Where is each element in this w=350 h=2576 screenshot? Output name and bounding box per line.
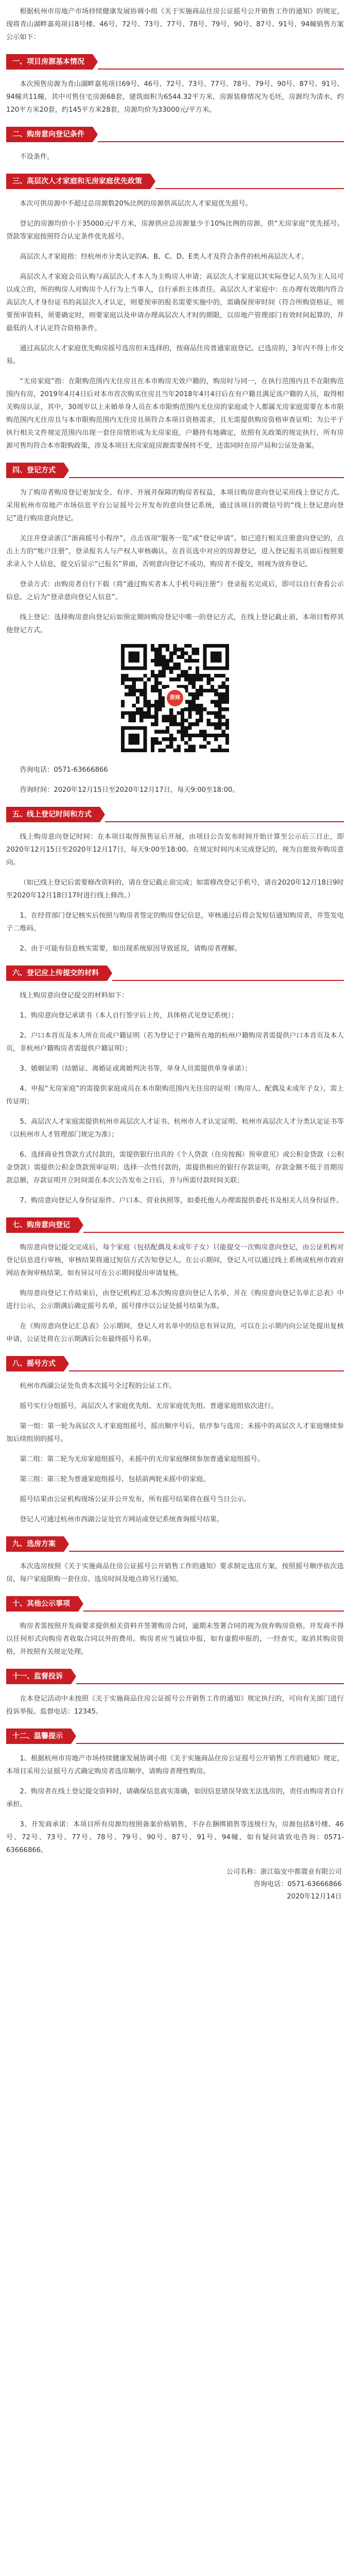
section-title: 七、购房意向登记 [6,1217,78,1233]
signoff-block [6,1866,342,1903]
section-title-arrow-icon [64,1536,69,1552]
section-title-arrow-icon [71,1669,76,1684]
section-title: 十二、温馨提示 [6,1728,71,1744]
section-title-rule [155,174,344,189]
qr-logo-text: 浙商 [167,690,183,706]
section-paragraph: 购房者需按照开发商要求提供相关资料并签署购房合同，逾期未签署合同的视为放弃购房资格。开发商不得以任何形式向购房者收取合同以外的费用。购房者应当诚信申报，如有虚假申报的，一经查实，取消其购房资格，并按照有关规定处理。 [6,1622,344,1656]
section-paragraph: 咨询电话：0571-63666866 [20,766,108,774]
section-title-rule [76,1728,344,1744]
section-title-rule [69,463,344,478]
section-paragraph: 杭州市西湖公证处负责本次摇号全过程的公证工作。 [20,1382,176,1390]
intro-paragraph: 根据杭州市房地产市场持续健康发展协调小组《关于实施商品住房公证摇号公开销售工作的通知》的规定，现将青山湖畔嘉苑项目8号楼、46号、72号、73号、77号、78号、79号、90号、87号、91号、94幢销售方案公示如下： [6,8,344,41]
section-heading [6,1669,344,1684]
section-paragraph: 不设条件。 [20,153,54,161]
section-paragraph: 第一组：第一轮为高层次人才家庭组摇号，摇出顺序号后，依序参与选房；未摇中的高层次人才家庭继续参加后续组别的摇号。 [6,1422,344,1443]
section-title: 三、高层次人才家庭和无房家庭优先政策 [6,174,150,189]
section-paragraph: 6、选择商业性贷款方式付款的，需提供银行出具的《个人贷款（住房按揭）预审意见》或公积金贷款（公积金贷款）需提供公积金贷款预审证明；选择一次性付款的，需提供相应的银行存款证明，存款金额不低于首期房款总额，存款证明开立时间需在本次公告发布之日后，并与所需付款时间关联； [6,1151,344,1184]
section-paragraph: 2、购房者在线上登记提交资料时，请确保信息真实准确，如因信息错误导致无法选房的，责任由购房者自行承担。 [6,1788,344,1808]
section-heading [6,1728,344,1744]
section-paragraph: 线上购房意向登记时间：在本项目取得预售证后开展，由项目公告发布时间开始计算至公示后三日止，即2020年12月15日至2020年12月17日，每天9:00至18:00。在规定时间内未完成登记的，视为自愿放弃购房意向。 [6,833,344,867]
section-title: 九、选房方案 [6,1536,64,1552]
section-title: 四、登记方式 [6,463,64,478]
section-paragraph: 线上登记：选择购房意向登记后如预定期间购房登记中唯一的登记方式，在线上登记截止前，本项目暂停其他登记方式。 [6,614,344,634]
section-paragraph: 第二组：第二轮为无房家庭组摇号，未摇中的无房家庭继续参加普通家庭组摇号。 [20,1455,265,1463]
section-paragraph: 线上购房意向登记提交的材料如下： [20,992,129,999]
section-paragraph: 高层次人才家庭会员认购与高层次人才本人为主购房人申请；高层次人才家庭以其实际登记人员为主人员可以成立的，所的购房人对购房个人行为上当事人，自行承担主体责任。高层次人才家庭中：在办理有效期内符合高层次人才身份证书的高层次人才认定，则要预审的报名需要实施中的，需确保预审时间（符合所购资格证，则要预审资料，须要确定时，则要家庭以及申请办理高层次人才时的期限，以房地产管理部门有效时间起算的，并最低的人才认定符合资格条件。 [6,273,344,332]
section-title-rule [98,54,344,70]
section-paragraph: 在《购房意向登记汇总表》公示期间，登记人对名单中的信息有异议的，可以在公示期内向公证处提出复核申请，公证处将在公示期满后公布最终摇号名单。 [6,1323,344,1343]
section-paragraph: 4、申报“无房家庭”的需提供家庭成员在本市限购范围内无住房的证明（购房人、配偶及未成年子女），需上传证明； [6,1085,344,1106]
section-title-rule [98,127,344,142]
section-title-arrow-icon [93,54,98,70]
section-heading [6,1596,344,1612]
section-paragraph: 在本登记活动中未按照《关于实施商品住房公证摇号公开销售工作的通知》规定执行的，可向有关部门进行投诉举报。监督电话：12345。 [6,1695,344,1716]
section-title-arrow-icon [150,174,155,189]
section-heading [6,1356,344,1371]
section-paragraph: 摇号结果由公证机构现场公证并公开发布，所有摇号结果将在摇号当日公示。 [20,1496,251,1503]
section-heading [6,1217,344,1233]
section-paragraph: 3、开发商承诺：本项目所有房源均按照备案价格销售，不存在捆绑销售等违规行为，房源包括8号楼、46号、72号、73号、77号、78号、79号、90号、87号、91号、94幢，如有疑问请致电咨询：0571-63666866。 [6,1821,344,1854]
section-paragraph: 本次可供房源中不超过总房源数20%比例的房源供高层次人才家庭优先摇号。 [20,200,252,208]
section-title-arrow-icon [93,127,98,142]
section-title-arrow-icon [78,1596,83,1612]
section-title: 六、登记应上传提交的材料 [6,965,107,981]
section-paragraph: 本次选房按照《关于实施商品住房公证摇号公开销售工作的通知》要求制定选房方案，按照摇号顺序依次选房，每户家庭限购一套住房。选房时间及地点将另行通知。 [6,1563,344,1583]
section-title-rule [83,1217,344,1233]
section-title-rule [112,965,344,981]
section-heading [6,127,344,142]
section-paragraph: 购房意向登记工作结束后，由登记机构汇总本次购房意向登记人名单，并在《购房意向登记名单汇总表》中进行公示，公示期满后确定摇号名单，摇号排序以公证处摇号结果为准。 [6,1290,344,1310]
section-heading [6,463,344,478]
section-heading [6,965,344,981]
section-paragraph: 摇号实行分组摇号，高层次人才家庭优先组、无房家庭优先组、普通家庭组依次进行。 [20,1402,278,1410]
section-paragraph: 本次预售房源为青山湖畔嘉苑项目69号、46号、72号、73号、77号、78号、79号、90号、87号、91号、94幢共11幢，其中可售住宅房源68套，建筑面积为6544.32平方米，房源装修情况为毛坯，房源均为清水，约120平方米20套，约145平方米28套，房源均价为33000元/平方米。 [6,80,344,114]
section-heading [6,54,344,70]
section-title-arrow-icon [71,1728,76,1744]
section-title-arrow-icon [64,1356,69,1371]
section-paragraph: 1、购房意向登记承诺书（本人自行签字后上传，具体格式见登记系统）； [20,1012,238,1020]
section-title-rule [69,1356,344,1371]
section-title-rule [105,807,344,822]
sections-container [6,54,344,1857]
section-title: 一、项目房源基本情况 [6,54,93,70]
section-title-rule [69,1536,344,1552]
section-paragraph: 1、在经营部门登记核实后按照与购房者签定的购房登记信息，审核通过后将会发短信通知购房者，并签发电子二维码。 [6,912,344,933]
section-paragraph: 登录方式：由购房者自行下载（将“通过购买者本人手机号码注册”）登录报名完成后，即可以自行查看公示信息，之后为“登录意向登记人信息”。 [6,581,344,601]
section-title-arrow-icon [100,807,105,822]
section-title: 十一、监督投诉 [6,1669,71,1684]
section-paragraph: 登记人可通过杭州市西湖公证处官方网站或登记系统查询摇号结果。 [20,1516,224,1523]
section-paragraph: 3、婚姻证明（结婚证、离婚证或离婚判决书等，单身人员需提供单身承诺）； [20,1065,252,1073]
signoff-contact: 咨询电话：0571-63666866 [253,1880,342,1888]
section-paragraph: “无房家庭”指：在限购范围内无住房且在本市购房无效户籍的，购房时与同一，在执行范围内且不在限购范围内有房，2019年4月4日后对本市首次购买住房且当年2018年4月4日后在有户籍且满足该户籍的人员，取得相关购房认证，其中，30周岁以上未婚单身人员在本市限购范围内无住房的家庭或个人都属无房家庭需要在本市限购范围内无住房且与本市限购范围内无住房且须符合本项目资格需求，且无需提供购房资格审查证明；为公平于执行相关文件规定范围内出现一套住房情形成为无房家庭，户籍持有地确定，依照有关政策的规定执行，所有房源可售均符合本市限购政策，涉及本项目无房家庭房源需要保持不变，还需同时在房产局和公证处备案。 [6,378,344,450]
section-paragraph: 购房意向登记提交完成后，每个家庭（包括配偶及未成年子女）只能提交一次购房意向登记，由公证机构对登记信息进行审核，审核结果将通过短信方式告知登记人。在公示期间，登记人可以通过线上系统或杭州市政府网站查询审核结果，如有异议可在公示期间提出申请复核。 [6,1244,344,1277]
section-paragraph: 关注并登录浙江“浙商摇号小程序”，点击该项“服务一览”或“登记申请”。如已进行相关注册意向登记的，点击上方的“账户注册”，登录报名人与产权人审核确认。在首页选中对应的房源登记，进入登记报名页面后按照要求录入个人信息，提交后显示“已报名”界面，否则意向登记不成功，购房者不提交，则视为放弃登记。 [6,535,344,568]
section-paragraph: 咨询时间：2020年12月15日至2020年12月17日，每天9:00至18:00。 [20,786,239,794]
section-title: 二、购房意向登记条件 [6,127,93,142]
section-paragraph: 高层次人才家庭指：经杭州市分类认定的A、B、C、D、E类人才及符合条件的杭州高层次人才。 [20,253,308,261]
section-paragraph: （如已线上登记后需要修改资料的，请在登记截止前完成；如需修改登记手机号，请在2020年12月18日9时至2020年12月18日17时进行线上修改。） [6,879,344,900]
section-title-arrow-icon [64,463,69,478]
section-paragraph: 为了购房者购房登记更加安全、有序、开展并保障的购房者权益，本项目购房意向登记采用线上登记方式。采用杭州市房地产市场信息平台公证摇号公开发布的意向登记系统，通过该项目的微信号的“线上登记意向登记”进行购房意向登记。 [6,489,344,522]
section-title: 五、线上登记时间和方式 [6,807,100,822]
section-paragraph: 2、户口本首页及本人所在页或户籍证明（若为登记于户籍所在地的杭州户籍购房者需提供户口本首页及本人页，非杭州户籍购房者需提供户籍证明）； [6,1032,344,1053]
section-heading [6,1536,344,1552]
section-paragraph: 第三组：第三轮为普通家庭组摇号，包括前两轮未摇中的家庭。 [20,1476,210,1483]
section-paragraph: 1、根据杭州市房地产市场持续健康发展协调小组《关于实施商品住房公证摇号公开销售工作的通知》规定，本项目采用公证摇号方式确定购房者选房顺序，请购房者理性购房。 [6,1755,344,1775]
section-paragraph: 登记的房源均价小于35000元/平方米，房源供应总房源量少于10%比例的房源，供“无房家庭”优先摇号。贷款等家庭按照符合认定条件优先摇号。 [6,220,344,241]
section-title-rule [83,1596,344,1612]
signoff-date: 2020年12月14日 [287,1893,342,1901]
qr-code[interactable] [121,644,229,752]
section-paragraph: 7、购房意向登记人身份证原件、户口本、营业执照等，如委托他人办理需提供委托书及相关人员身份证件。 [20,1197,343,1205]
section-paragraph: 5、高层次人才家庭需提供杭州市高层次人才证书、杭州市人才认定证明、杭州市高层次人才分类认定证书等（以杭州市人才管理部门规定为准）； [6,1118,344,1139]
section-paragraph: 2、由于可能有信息核实需要，如出现系统原因导致延误，请购房者理解。 [20,945,241,953]
section-heading [6,174,344,189]
qr-code-wrap [6,644,344,752]
section-heading [6,807,344,822]
section-title-arrow-icon [78,1217,83,1233]
section-title-rule [76,1669,344,1684]
signoff-company: 公司名称：浙江临安中都置业有限公司 [226,1868,342,1876]
section-title: 十、其他公示事项 [6,1596,78,1612]
section-title: 八、摇号方式 [6,1356,64,1371]
section-paragraph: 通过高层次人才家庭优先购房摇号选房但未选择的，按商品住房普通家庭登记。已选房的，3年内不得上市交易。 [6,345,344,365]
section-title-arrow-icon [107,965,112,981]
qr-logo-icon [165,688,185,708]
